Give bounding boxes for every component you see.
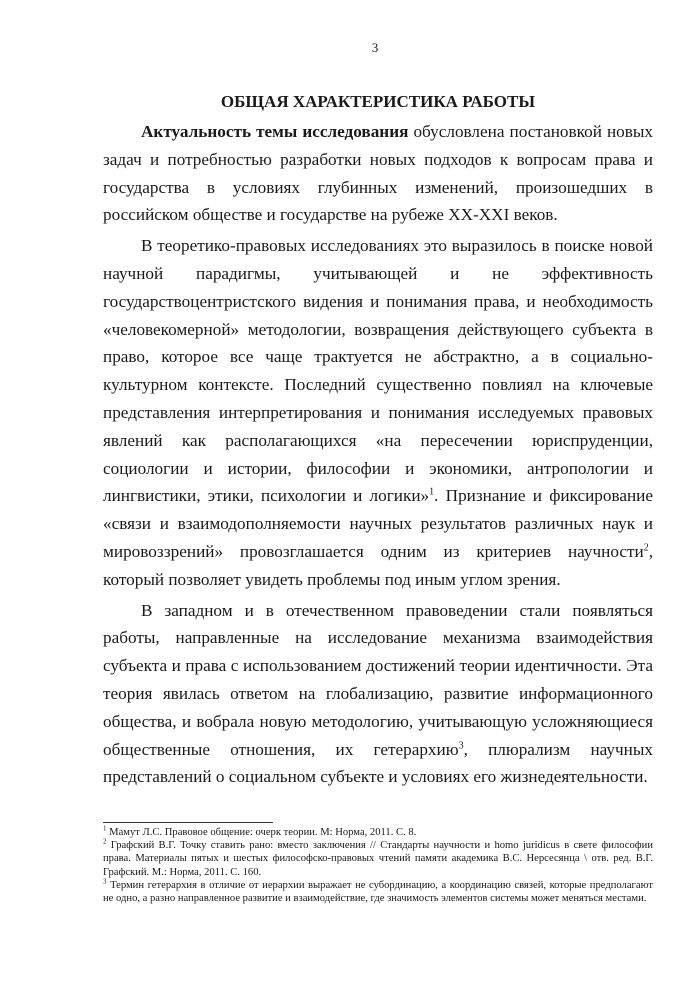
paragraph-2-text-b: . Признание и фиксирование «связи и взаимодополняемости научных результатов различных наук и мировоззрений» провозглашается одним из критериев научности bbox=[103, 486, 654, 561]
footnote-2-number: 2 bbox=[103, 837, 107, 846]
footnote-3-number: 3 bbox=[103, 877, 107, 886]
paragraph-theoretical-research bbox=[103, 232, 653, 593]
footnote-separator bbox=[103, 822, 273, 823]
page-number: 3 bbox=[371, 40, 379, 55]
footnote-2 bbox=[103, 839, 653, 879]
paragraph-1-text: обусловлена постановкой новых задач и потребностью разработки новых подходов к вопросам права и государства в условиях глубинных изменений, произошедших в российском обществе и государстве на рубеже XX-XXI веков. bbox=[103, 122, 654, 225]
footnote-3-text: Термин гетерархия в отличие от иерархии выражает не субординацию, а координацию связей, которые предполагают не одно, а разно направленное развитие и взаимодействие, где значимость элементов системы может меняться местами. bbox=[103, 879, 653, 905]
footnote-ref-3[interactable]: 3 bbox=[458, 739, 464, 751]
footnote-2-text: Графский В.Г. Точку ставить рано: вместо заключения // Стандарты научности и homo juridicus в свете философии права. Материалы пятых и шестых философско-правовых чтений памяти академика В.С. Нерсесянца \ отв. ред. В.Г. Графский. М.: Норма, 2011. С. 160. bbox=[103, 840, 653, 878]
footnote-1-number: 1 bbox=[103, 824, 107, 833]
footnotes bbox=[103, 826, 653, 905]
section-heading: ОБЩАЯ ХАРАКТЕРИСТИКА РАБОТЫ bbox=[220, 92, 536, 111]
paragraph-3-text-b: , плюрализм научных представлений о социальном субъекте и условиях его жизнедеятельности. bbox=[103, 739, 654, 787]
relevance-lead: Актуальность темы исследования bbox=[141, 122, 409, 141]
paragraph-identity-theory bbox=[103, 597, 653, 792]
footnote-1-text: Мамут Л.С. Правовое общение: очерк теории. М: Норма, 2011. С. 8. bbox=[106, 827, 417, 838]
footnote-1 bbox=[103, 826, 653, 839]
paragraph-relevance bbox=[103, 118, 653, 229]
footnote-3 bbox=[103, 879, 653, 905]
footnote-ref-1[interactable]: 1 bbox=[429, 486, 435, 498]
footnote-ref-2[interactable]: 2 bbox=[643, 542, 649, 554]
paragraph-2-text-a: В теоретико-правовых исследованиях это выразилось в поиске новой научной парадигмы, учитывающей и не эффективность государствоцентристского видения и понимания права, и необходимость «человекомерной» методологии, возвращения действующего субъекта в право, которое все чаще трактуется не абстрактно, а в социально-культурном контексте. Последний существенно повлиял на ключевые представления интерпретирования и понимания исследуемых правовых явлений как располагающихся «на пересечении юриспруденции, социологии и истории, философии и экономики, антропологии и лингвистики, этики, психологии и логики» bbox=[103, 236, 653, 506]
paragraph-3-text-a: В западном и в отечественном правоведении стали появляться работы, направленные на исследование механизма взаимодействия субъекта и права с использованием достижений теории идентичности. Эта теория явилась ответом на глобализацию, развитие информационного общества, и вобрала новую методологию, учитывающую усложняющиеся общественные отношения, их гетерархию bbox=[103, 600, 653, 759]
body-text bbox=[103, 118, 653, 794]
paragraph-2-text-c: , который позволяет увидеть проблемы под иным углом зрения. bbox=[103, 541, 653, 589]
